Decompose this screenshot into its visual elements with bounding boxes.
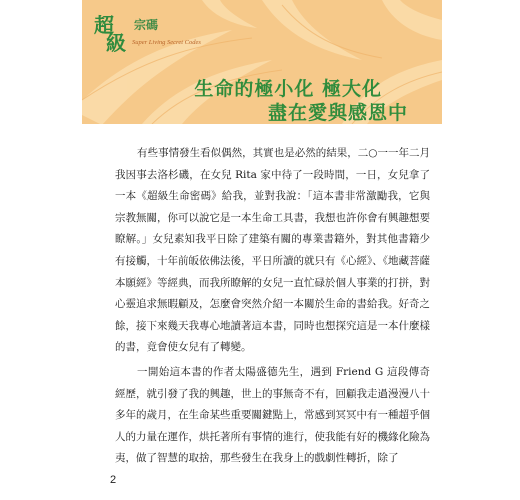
logo-subtitle: 宗碼 bbox=[134, 18, 159, 32]
chapter-title-line-2: 盡在愛與感恩中 bbox=[267, 102, 408, 124]
body-text bbox=[115, 143, 430, 470]
chapter-title-line-1: 生命的極小化 極大化 bbox=[194, 78, 382, 100]
logo-english: Super Living Secret Codes bbox=[132, 39, 201, 46]
logo-char-1: 超 bbox=[94, 13, 114, 37]
header-banner bbox=[82, 0, 442, 124]
book-page bbox=[82, 0, 442, 500]
series-logo bbox=[90, 10, 260, 60]
logo-char-2: 級 bbox=[106, 31, 126, 55]
paragraph-2: 一開始這本書的作者太陽盛德先生，遇到 Friend G 這段傳奇經歷，就引發了我的興趣，世上的事無奇不有，回顧我走過漫漫八十多年的歲月，在生命某些重要關鍵點上，常感到冥冥中有一種超乎個人的力量在運作，烘托著所有事情的進行，使我能有好的機緣化險為夷，做了智慧的取捨，那些發生在我身上的戲劇性轉折，除了 bbox=[115, 365, 430, 465]
page-number: 2 bbox=[110, 474, 117, 486]
paragraph-1: 有些事情發生看似偶然，其實也是必然的結果，二○一一年二月我因事去洛杉磯，在女兒 Rita 家中待了一段時間，一日，女兒拿了一本《超級生命密碼》給我，並對我說：「這本書非常激勵我，它與宗教無關，你可以說它是一本生命工具書，我想也許你會有興趣想要瞭解。」女兒素知我平日除了建築有關的專業書籍外，對其他書籍少有接觸，十年前皈依佛法後，平日所讀的就只有《心經》、《地藏菩薩本願經》等經典，而我所瞭解的女兒一直忙碌於個人事業的打拼，對心靈追求無暇顧及，怎麼會突然介紹一本關於生命的書給我。好奇之餘，接下來幾天我專心地讀著這本書，同時也想探究這是一本什麼樣的書，竟會使女兒有了轉變。 bbox=[115, 147, 430, 354]
